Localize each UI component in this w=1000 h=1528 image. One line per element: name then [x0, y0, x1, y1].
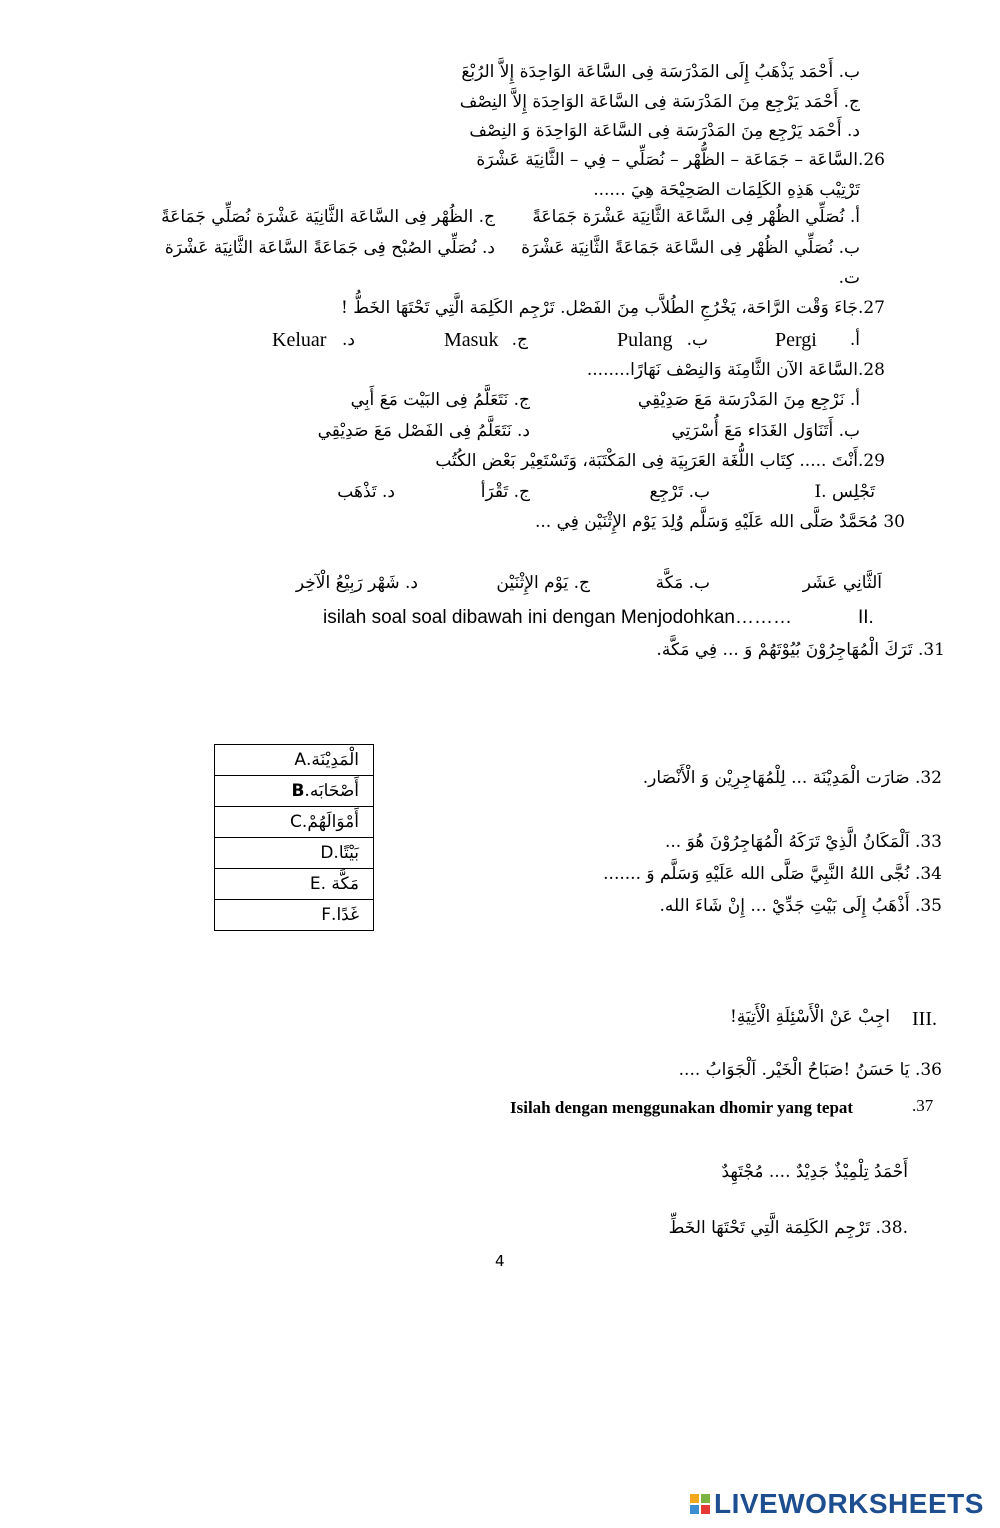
match-text-e: مَكَّة	[331, 874, 359, 894]
match-letter-c: C	[290, 812, 302, 832]
q30-option-d: د. شَهْر رَبِيْعُ الْآخِر	[295, 573, 418, 593]
matching-table	[214, 744, 374, 931]
q38: .38. تَرْجِم الكَلِمَة الَّتِي تَحْتَهَا الخَطِّ	[668, 1218, 908, 1238]
match-text-a: الْمَدِيْنَة	[311, 750, 359, 770]
page-number: 4	[495, 1252, 505, 1270]
match-text-d: بَيْتًا	[338, 843, 359, 863]
q27-option-c: Masuk	[444, 329, 499, 351]
q27-option-b-mark: ب.	[686, 330, 708, 350]
q37-sentence: أَحْمَدُ تِلْمِيْذٌ جَدِيْدٌ .... مُجْتَهِدٌ	[721, 1162, 908, 1182]
q27-option-b: Pulang	[617, 329, 673, 351]
q29-stem: 29.أَنْتَ ..... كِتَاب اللُّغَة العَرَبِيَة فِى المَكْتَبَة، وَتَسْتَعِيْر بَعْض الكُتُب	[435, 451, 885, 471]
q31: 31. تَرَكَ الْمُهَاجِرُوْنَ بُيُوْتَهُمْ وَ ... فِي مَكَّة.	[656, 640, 945, 660]
q29-option-c: ج. تَقْرَأ	[480, 482, 530, 502]
match-row-b: أَصْحَابَه.B	[215, 776, 374, 807]
match-letter-f: F	[321, 905, 332, 925]
section2-number: II.	[858, 607, 874, 628]
section2-title: isilah soal soal dibawah ini dengan Menjodohkan………	[323, 607, 792, 628]
q37-stem: Isilah dengan menggunakan dhomir yang tepat	[510, 1098, 854, 1117]
q26-option-c: ج. الظُهْر فِى السَّاعَة الثَّانِيَة عَشْرَة نُصَلِّي جَمَاعَةً	[161, 207, 495, 227]
liveworksheets-wordmark: LIVEWORKSHEETS	[714, 1488, 984, 1519]
q30-option-c: ج. يَوْم الإِثْنَيْن	[496, 573, 590, 593]
q36: 36. يَا حَسَنُ !صَبَاحُ الْخَيْر. اَلْجَوَابُ ....	[678, 1060, 942, 1080]
q25-option-c: ج. أَحْمَد يَرْجِع مِنَ المَدْرَسَة فِى السَّاعَة الوَاحِدَة إِلاَّ النِصْف	[459, 92, 860, 112]
q33: 33. اَلْمَكَانُ الَّذِيْ تَرَكَهُ الْمُهَاجِرُوْنَ هُوَ ...	[665, 832, 942, 852]
q26-option-a: أ. نُصَلِّي الظُهْر فِى السَّاعَة الثَّانِيَة عَشْرَة جَمَاعَةً	[532, 207, 860, 227]
q30-option-a: اَلثَّانِي عَشَر	[802, 573, 882, 593]
q26-instruction: تَرْتِيْب هَذِهِ الكَلِمَات الصَحِيْحَة هِيَ ......	[593, 180, 860, 200]
q28-option-c: ج. نَتَعَلَّمُ فِى البَيْت مَعَ أَبِي	[350, 390, 530, 410]
q27-option-a-mark: أ.	[849, 330, 860, 350]
match-letter-e: E	[309, 874, 321, 894]
liveworksheets-logo	[690, 1488, 984, 1520]
q27-option-d: Keluar	[272, 329, 327, 351]
q27-option-c-mark: ج.	[511, 330, 528, 350]
match-text-f: غَدًا	[336, 905, 359, 925]
match-row-c: أَمْوَالَهُمْ.C	[215, 807, 374, 838]
match-row-f: غَدًا.F	[215, 900, 374, 931]
match-text-b: أَصْحَابَه	[309, 781, 359, 801]
match-letter-d: D	[320, 843, 334, 863]
match-row-e: مَكَّة .E	[215, 869, 374, 900]
q26-stem: 26.السَّاعَة – جَمَاعَة – الظُّهْر – نُصَلِّي – فِي – الثَّانِيَة عَشْرَة	[476, 150, 885, 170]
q27-option-d-mark: د.	[342, 330, 355, 350]
section3-number: III.	[912, 1008, 937, 1030]
q29-option-d: د. تَذْهَب	[337, 482, 395, 502]
q30-option-b: ب. مَكَّة	[655, 573, 710, 593]
q26-overflow: ت.	[838, 268, 860, 288]
match-text-c: أَمْوَالَهُمْ	[307, 812, 359, 832]
q30-stem: 30 مُحَمَّدٌ صَلَّى الله عَلَيْهِ وَسَلَّم وُلِدَ يَوْم الإِثْنَيْن فِي ...	[534, 512, 905, 532]
match-letter-a: A	[294, 750, 306, 770]
q26-option-b: ب. نُصَلِّي الظُهْر فِى السَّاعَة جَمَاعَةً الثَّانِيَة عَشْرَة	[521, 238, 860, 258]
section3-title: اجِبْ عَنْ الْأَسْئِلَةِ الْأَتِيَةِ!	[730, 1007, 890, 1027]
q28-option-d: د. نَتَعَلَّمُ فِى الفَصْل مَعَ صَدِيْقِي	[317, 421, 530, 441]
q26-option-d: د. نُصَلِّي الصُبْح فِى جَمَاعَةً السَّاعَة الثَّانِيَة عَشْرَة	[164, 238, 495, 258]
match-row-d: بَيْتًا.D	[215, 838, 374, 869]
q25-option-d: د. أَحْمَد يَرْجِع مِنَ المَدْرَسَة فِى السَّاعَة الوَاحِدَة وَ النِصْف	[469, 121, 860, 141]
match-row-a: الْمَدِيْنَة.A	[215, 745, 374, 776]
q35: 35. أَذْهَبُ إِلَى بَيْتِ جَدِّيْ ... إِنْ شَاءَ الله.	[659, 896, 942, 916]
q28-stem: 28.السَّاعَة الآن الثَّامِنَة وَالنِصْف نَهَارًا........	[586, 360, 885, 380]
q37-number: .37	[912, 1096, 934, 1115]
q27-stem: 27.جَاءَ وَقْت الرَّاحَة، يَخْرُجِ الطُلاَّب مِنَ الفَصْل. تَرْجِم الكَلِمَة الَّتِي تَحْتَهَا الخَطُّ !	[340, 298, 885, 318]
q34: 34. نُجَّى اللهُ النَّبِيَّ صَلَّى الله عَلَيْهِ وَسَلَّم وَ .......	[603, 864, 942, 884]
q28-option-b: ب. أَتَنَاوَل الغَدَاء مَعَ أُسْرَتِي	[671, 421, 860, 441]
q28-option-a: أ. نَرْجِع مِنَ المَدْرَسَة مَعَ صَدِيْقِي	[637, 390, 860, 410]
match-letter-b: B	[291, 781, 305, 801]
q29-option-b: ب. تَرْجِع	[649, 482, 710, 502]
q25-option-b: ب. أَحْمَد يَذْهَبُ إِلَى المَدْرَسَة فِى السَّاعَة الوَاحِدَة إِلاَّ الرُبْعَ	[461, 62, 860, 82]
liveworksheets-mark-icon	[690, 1494, 710, 1514]
q27-option-a: Pergi	[775, 329, 817, 351]
q29-option-a: I. تَجْلِس	[814, 482, 875, 502]
q32: 32. صَارَت الْمَدِيْنَة ... لِلْمُهَاجِرِيْن وَ الْأَنْصَار.	[642, 768, 942, 788]
